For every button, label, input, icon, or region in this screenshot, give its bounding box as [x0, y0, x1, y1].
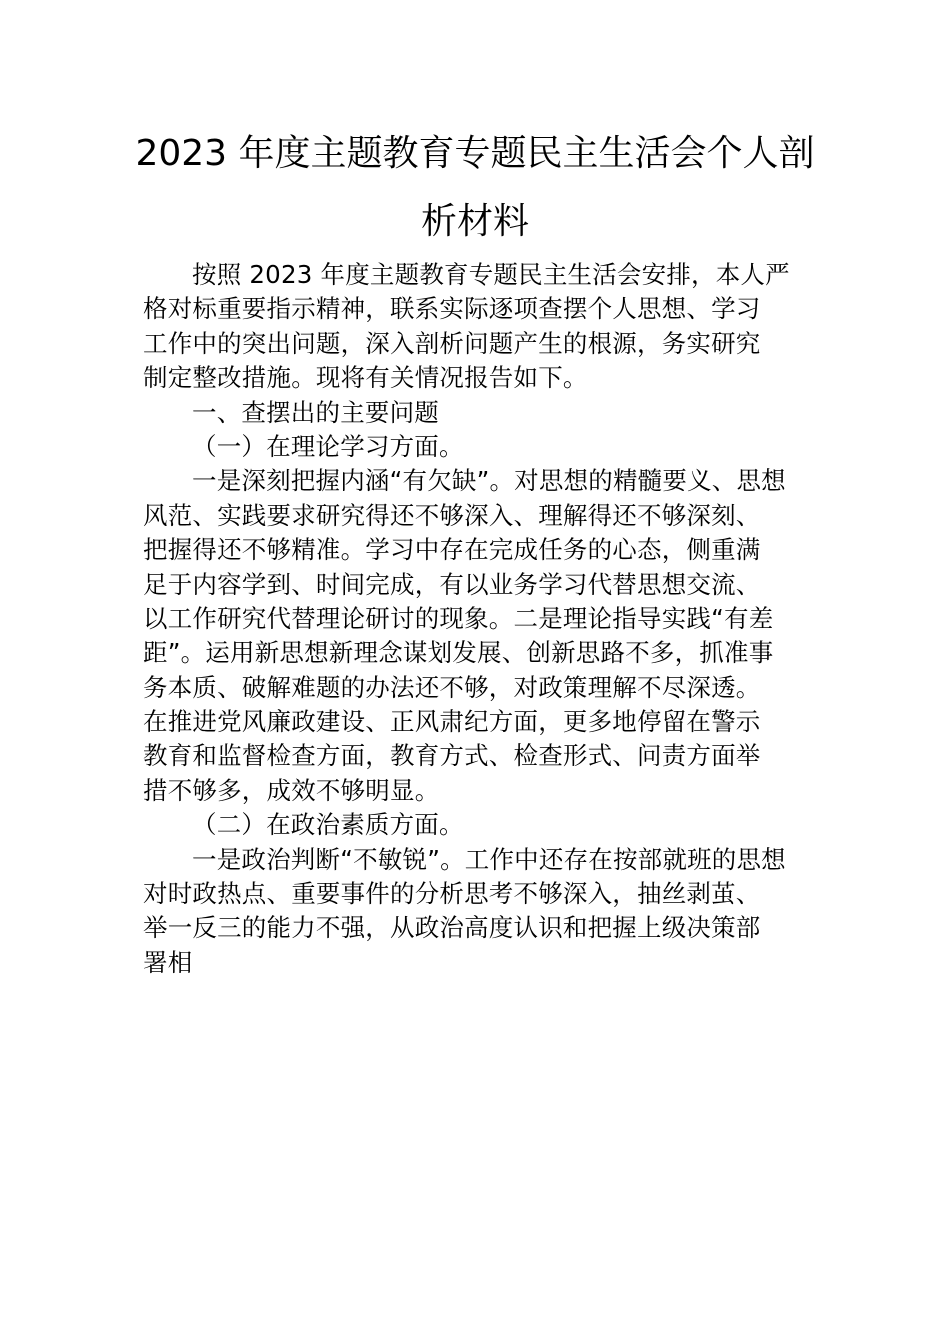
body-line: 一是深刻把握内涵“有欠缺”。对思想的精髓要义、思想	[192, 466, 786, 496]
subsection-heading: （二）在政治素质方面。	[192, 810, 464, 840]
subsection-heading: （一）在理论学习方面。	[192, 431, 464, 461]
body-line: 把握得还不够精准。学习中存在完成任务的心态，侧重满	[143, 535, 761, 565]
section-heading: 一、查摆出的主要问题	[192, 397, 439, 427]
body-line: 按照 2023 年度主题教育专题民主生活会安排，本人严	[192, 260, 790, 289]
document-title-line-1: 2023 年度主题教育专题民主生活会个人剖	[135, 133, 815, 174]
body-line: 署相	[143, 947, 193, 977]
body-line: 距”。运用新思想新理念谋划发展、创新思路不多，抓准事	[143, 638, 774, 668]
body-line: 足于内容学到、时间完成，有以业务学习代替思想交流、	[143, 569, 761, 599]
body-line: 举一反三的能力不强，从政治高度认识和把握上级决策部	[143, 913, 761, 943]
document-body	[143, 258, 808, 980]
body-line: 以工作研究代替理论研讨的现象。二是理论指导实践“有差	[143, 603, 774, 633]
body-line: 工作中的突出问题，深入剖析问题产生的根源，务实研究	[143, 328, 761, 358]
body-line: 风范、实践要求研究得还不够深入、理解得还不够深刻、	[143, 500, 761, 530]
body-line: 措不够多，成效不够明显。	[143, 775, 440, 805]
document-title-line-2: 析材料	[420, 201, 529, 242]
body-line: 务本质、破解难题的办法还不够，对政策理解不尽深透。	[143, 672, 761, 702]
body-line: 教育和监督检查方面，教育方式、检查形式、问责方面举	[143, 741, 761, 771]
body-line: 对时政热点、重要事件的分析思考不够深入，抽丝剥茧、	[143, 879, 761, 909]
body-line: 格对标重要指示精神，联系实际逐项查摆个人思想、学习	[143, 294, 761, 324]
body-line: 在推进党风廉政建设、正风肃纪方面，更多地停留在警示	[143, 707, 761, 737]
body-line: 制定整改措施。现将有关情况报告如下。	[143, 363, 588, 393]
body-line: 一是政治判断“不敏锐”。工作中还存在按部就班的思想	[192, 844, 786, 874]
